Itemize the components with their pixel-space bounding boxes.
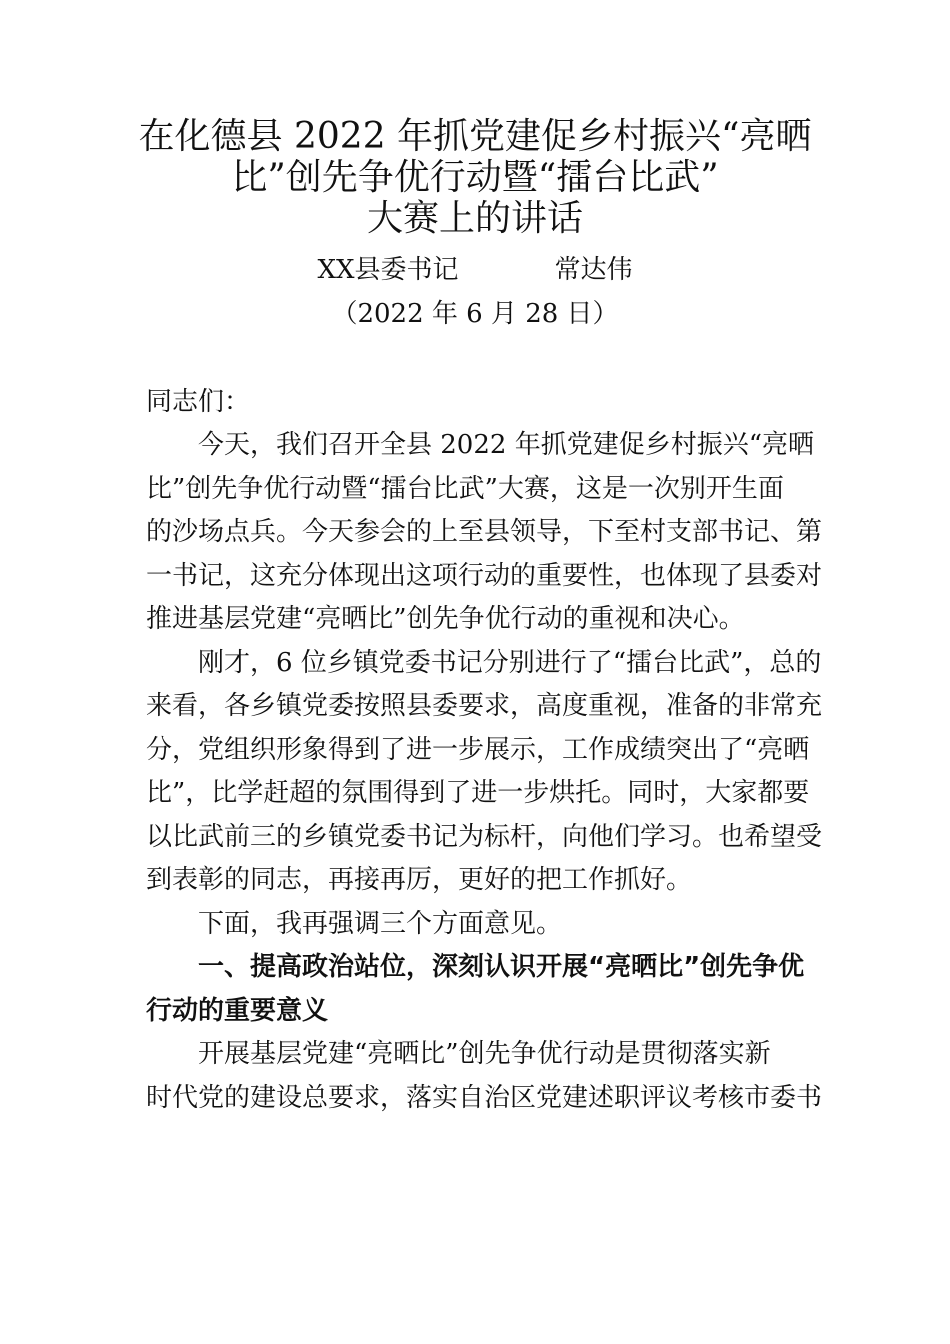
speech-date: （2022 年 6 月 28 日）	[331, 299, 619, 329]
paragraph-line: 比”创先争优行动暨“擂台比武”大赛，这是一次别开生面	[146, 474, 784, 504]
paragraph-line: 刚才，6 位乡镇党委书记分别进行了“擂台比武”，总的	[146, 648, 822, 678]
paragraph-line: 分，党组织形象得到了进一步展示，工作成绩突出了“亮晒	[146, 735, 810, 765]
salutation: 同志们：	[146, 387, 251, 417]
paragraph-line: 来看，各乡镇党委按照县委要求，高度重视，准备的非常充	[146, 691, 823, 721]
paragraph-line: 下面，我再强调三个方面意见。	[146, 909, 563, 939]
paragraph-line: 推进基层党建“亮晒比”创先争优行动的重视和决心。	[146, 604, 745, 634]
author-line	[0, 253, 950, 287]
paragraph-line: 到表彰的同志，再接再厉，更好的把工作抓好。	[146, 865, 693, 895]
paragraph-line: 时代党的建设总要求，落实自治区党建述职评议考核市委书	[146, 1083, 823, 1113]
author-position: XX县委书记	[317, 255, 459, 285]
paragraph-line: 的沙场点兵。今天参会的上至县领导，下至村支部书记、第	[146, 517, 823, 547]
paragraph-line: 今天，我们召开全县 2022 年抓党建促乡村振兴“亮晒	[146, 430, 814, 460]
speech-title	[100, 116, 850, 239]
section-heading-1: 一、提高政治站位，深刻认识开展“亮晒比”创先争优	[146, 952, 805, 982]
paragraph-line: 一书记，这充分体现出这项行动的重要性，也体现了县委对	[146, 561, 823, 591]
title-line-3: 大赛上的讲话	[366, 198, 583, 239]
title-line-2: 比”创先争优行动暨“擂台比武”	[231, 157, 719, 198]
section-heading-1-cont: 行动的重要意义	[146, 996, 329, 1026]
title-line-1: 在化德县 2022 年抓党建促乡村振兴“亮晒	[138, 116, 812, 157]
author-name: 常达伟	[554, 255, 633, 285]
paragraph-line: 开展基层党建“亮晒比”创先争优行动是贯彻落实新	[146, 1039, 771, 1069]
paragraph-line: 以比武前三的乡镇党委书记为标杆，向他们学习。也希望受	[146, 822, 823, 852]
paragraph-line: 比”，比学赶超的氛围得到了进一步烘托。同时，大家都要	[146, 778, 810, 808]
